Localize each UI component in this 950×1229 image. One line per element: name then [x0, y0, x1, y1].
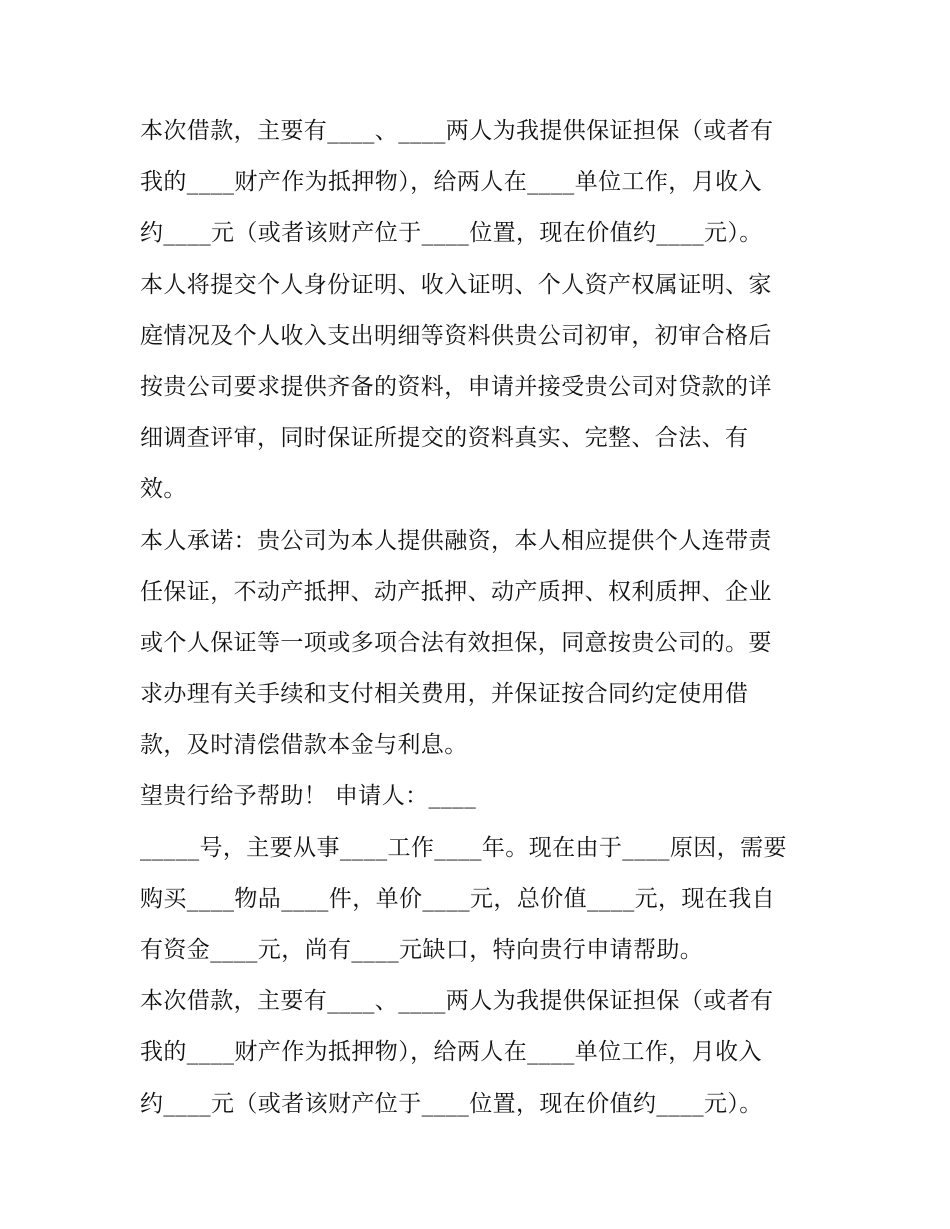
text-line: 效。 — [140, 476, 187, 503]
text-line: 约____元（或者该财产位于____位置，现在价值约____元）。 — [140, 220, 763, 247]
text-line: 款，及时清偿借款本金与利息。 — [140, 732, 468, 759]
text-line: _____号，主要从事____工作____年。现在由于____原因，需要 — [140, 834, 787, 861]
text-line: 按贵公司要求提供齐备的资料，申请并接受贵公司对贷款的详 — [140, 373, 772, 400]
text-line: 本次借款，主要有____、____两人为我提供保证担保（或者有 — [140, 118, 774, 144]
text-line: 本人将提交个人身份证明、收入证明、个人资产权属证明、家 — [140, 271, 772, 298]
text-line: 本次借款，主要有____、____两人为我提供保证担保（或者有 — [140, 988, 774, 1015]
text-line: 或个人保证等一项或多项合法有效担保，同意按贵公司的。要 — [140, 629, 772, 656]
text-line: 购买____物品____件，单价____元，总价值____元，现在我自 — [140, 885, 775, 912]
text-line: 本人承诺：贵公司为本人提供融资，本人相应提供个人连带责 — [140, 527, 772, 554]
text-line: 求办理有关手续和支付相关费用，并保证按合同约定使用借 — [140, 681, 749, 708]
text-line: 我的____财产作为抵押物），给两人在____单位工作，月收入 — [140, 169, 762, 196]
text-line: 任保证，不动产抵押、动产抵押、动产质押、权利质押、企业 — [140, 578, 772, 605]
text-line: 望贵行给予帮助！ 申请人：____ — [140, 783, 477, 810]
text-line: 约____元（或者该财产位于____位置，现在价值约____元）。 — [140, 1090, 763, 1117]
text-line: 细调查评审，同时保证所提交的资料真实、完整、合法、有 — [140, 425, 749, 452]
text-line: 有资金____元，尚有____元缺口，特向贵行申请帮助。 — [140, 937, 704, 963]
text-line: 我的____财产作为抵押物），给两人在____单位工作，月收入 — [140, 1039, 762, 1066]
text-line: 庭情况及个人收入支出明细等资料供贵公司初审，初审合格后 — [140, 322, 772, 349]
document-body — [140, 106, 820, 1130]
